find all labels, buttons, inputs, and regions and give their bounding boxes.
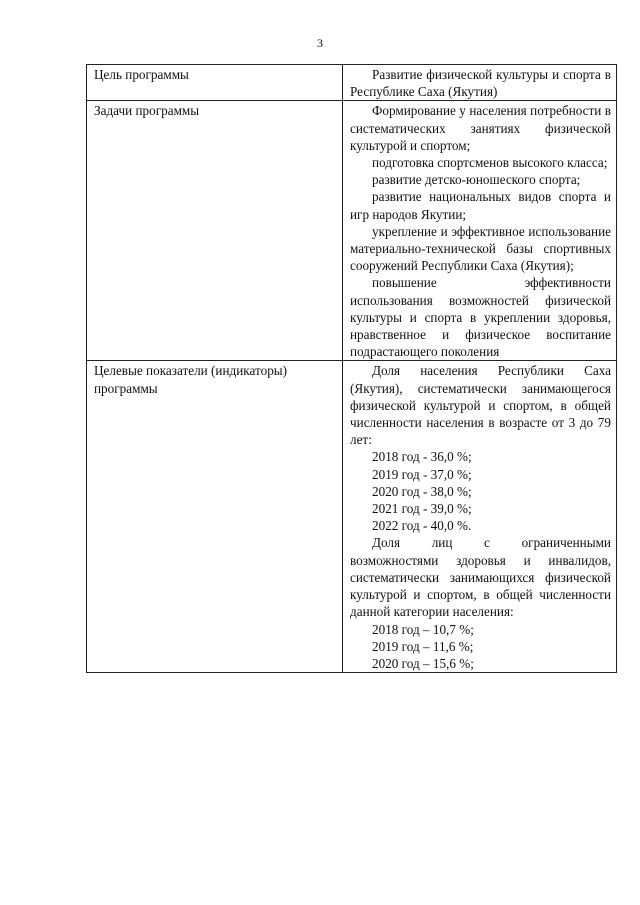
indicator-year-value: 2018 год - 36,0 %;: [372, 449, 472, 465]
table-row-goal: [87, 65, 617, 101]
page-number: 3: [317, 36, 323, 50]
row-value-goal: [343, 65, 617, 101]
task-item: подготовка спортсменов высокого класса;: [372, 155, 608, 171]
indicator-year-value: 2021 год - 39,0 %;: [372, 501, 472, 517]
table-row-indicators: [87, 361, 617, 673]
indicator-description: Доля населения Республики Саха (Якутия), систематически занимающегося физической культурой и спортом, в общей численности населения в возрасте от 3 до 79 лет:: [350, 363, 611, 448]
table-row-tasks: [87, 101, 617, 361]
program-passport-table: [86, 64, 617, 673]
task-item: развитие национальных видов спорта и игр народов Якутии;: [350, 189, 611, 222]
indicator-year-value: 2019 год - 37,0 %;: [372, 466, 472, 482]
indicator-year-value: 2019 год – 11,6 %;: [372, 638, 474, 654]
goal-text: Развитие физической культуры и спорта в Республике Саха (Якутия): [350, 67, 611, 100]
row-value-tasks: [343, 101, 617, 361]
indicator-year-value: 2018 год – 10,7 %;: [372, 621, 474, 637]
task-item: развитие детско-юношеского спорта;: [372, 172, 581, 188]
task-item: повышение эффективности использования возможностей физической культуры и спорта в укреплении здоровья, нравственное и физическое воспитание подрастающего поколения: [350, 275, 611, 360]
row-label-tasks: Задачи программы: [87, 101, 343, 361]
row-label-indicators: Целевые показатели (индикаторы) программы: [87, 361, 343, 673]
task-item: укрепление и эффективное использование материально-технической базы спортивных сооружений Республики Саха (Якутия);: [350, 223, 611, 274]
indicator-year-value: 2022 год - 40,0 %.: [372, 518, 472, 534]
indicator-description: Доля лиц с ограниченными возможностями здоровья и инвалидов, систематически занимающихся физической культурой и спортом, в общей численности данной категории населения:: [350, 535, 611, 620]
indicator-year-value: 2020 год – 15,6 %;: [372, 655, 474, 671]
indicator-year-value: 2020 год - 38,0 %;: [372, 483, 472, 499]
row-label-goal: Цель программы: [87, 65, 343, 101]
task-item: Формирование у населения потребности в систематических занятиях физической культурой и спортом;: [350, 103, 611, 153]
row-value-indicators: [343, 361, 617, 673]
